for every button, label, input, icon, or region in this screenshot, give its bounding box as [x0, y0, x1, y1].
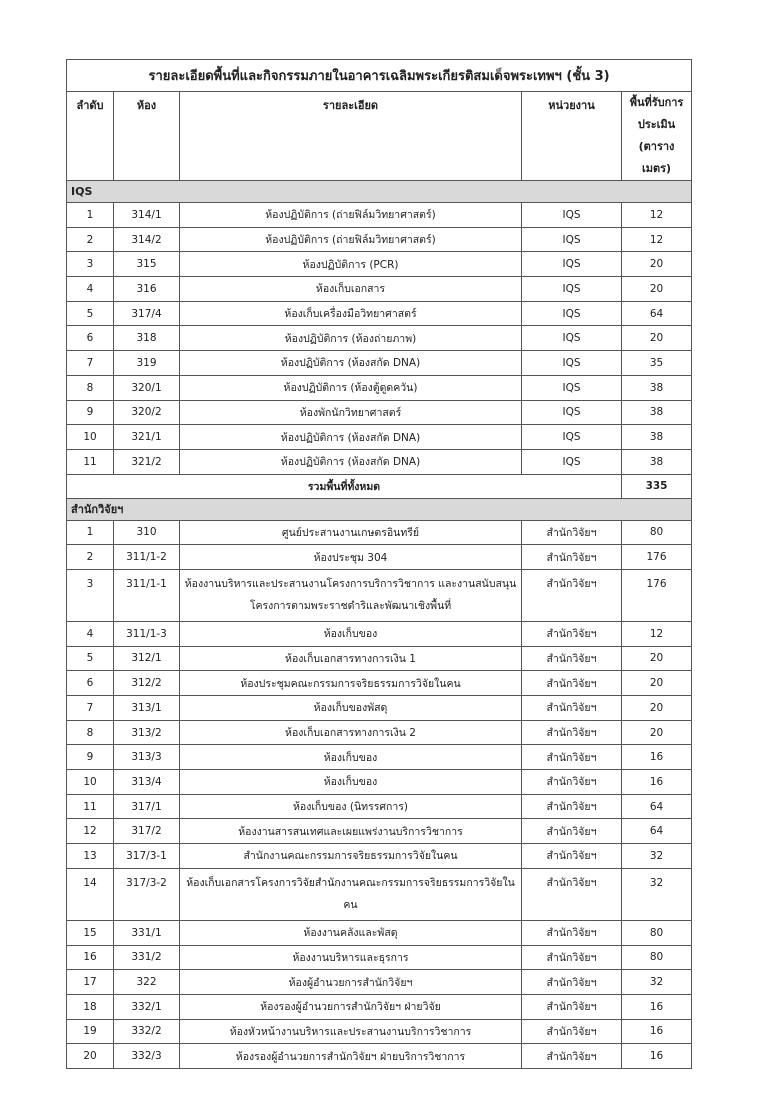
table-row	[67, 520, 692, 545]
cell-room: 316	[114, 277, 180, 302]
cell-detail: ห้องปฏิบัติการ (ห้องสกัด DNA)	[180, 449, 522, 474]
cell-unit: สำนักวิจัยฯ	[522, 794, 622, 819]
cell-no: 5	[67, 301, 114, 326]
cell-room: 315	[114, 252, 180, 277]
cell-room: 314/1	[114, 203, 180, 228]
cell-unit: สำนักวิจัยฯ	[522, 1044, 622, 1069]
cell-no: 20	[67, 1044, 114, 1069]
cell-unit: IQS	[522, 301, 622, 326]
cell-room: 317/4	[114, 301, 180, 326]
cell-area: 20	[622, 696, 692, 721]
cell-room: 332/2	[114, 1019, 180, 1044]
section-name: สำนักวิจัยฯ	[67, 498, 692, 520]
cell-detail: ห้องปฏิบัติการ (ถ่ายฟิล์มวิทยาศาสตร์)	[180, 227, 522, 252]
cell-detail: ศูนย์ประสานงานเกษตรอินทรีย์	[180, 520, 522, 545]
table-row	[67, 203, 692, 228]
cell-no: 6	[67, 671, 114, 696]
cell-detail: ห้องเก็บเอกสารทางการเงิน 1	[180, 646, 522, 671]
cell-no: 14	[67, 868, 114, 920]
table-row	[67, 745, 692, 770]
cell-room: 322	[114, 970, 180, 995]
cell-area: 32	[622, 844, 692, 869]
cell-no: 1	[67, 520, 114, 545]
cell-unit: IQS	[522, 449, 622, 474]
section-header-row	[67, 181, 692, 203]
cell-unit: สำนักวิจัยฯ	[522, 970, 622, 995]
section-header-row	[67, 498, 692, 520]
cell-unit: IQS	[522, 326, 622, 351]
table-row	[67, 425, 692, 450]
cell-room: 317/2	[114, 819, 180, 844]
header-row	[67, 92, 692, 181]
table-row	[67, 920, 692, 945]
table-row	[67, 844, 692, 869]
table-row	[67, 1019, 692, 1044]
cell-unit: สำนักวิจัยฯ	[522, 868, 622, 920]
cell-detail: ห้องเก็บของ	[180, 770, 522, 795]
table-row	[67, 277, 692, 302]
table-row	[67, 945, 692, 970]
table-row	[67, 720, 692, 745]
table-row	[67, 994, 692, 1019]
cell-unit: สำนักวิจัยฯ	[522, 844, 622, 869]
cell-room: 321/2	[114, 449, 180, 474]
cell-detail: ห้องเก็บของ	[180, 621, 522, 646]
cell-no: 1	[67, 203, 114, 228]
cell-area: 64	[622, 819, 692, 844]
cell-area: 12	[622, 227, 692, 252]
cell-no: 2	[67, 227, 114, 252]
table-row	[67, 671, 692, 696]
cell-detail: ห้องปฏิบัติการ (ถ่ายฟิล์มวิทยาศาสตร์)	[180, 203, 522, 228]
cell-area: 32	[622, 868, 692, 920]
area-table	[66, 59, 692, 1069]
table-row	[67, 351, 692, 376]
cell-room: 313/1	[114, 696, 180, 721]
cell-no: 8	[67, 720, 114, 745]
cell-room: 317/3-1	[114, 844, 180, 869]
cell-area: 38	[622, 400, 692, 425]
total-row	[67, 474, 692, 498]
cell-area: 20	[622, 252, 692, 277]
table-row	[67, 696, 692, 721]
cell-room: 313/2	[114, 720, 180, 745]
cell-no: 16	[67, 945, 114, 970]
cell-unit: IQS	[522, 351, 622, 376]
cell-area: 12	[622, 621, 692, 646]
table-row	[67, 1044, 692, 1069]
cell-unit: IQS	[522, 425, 622, 450]
header-no: ลำดับ	[67, 92, 114, 181]
cell-detail: ห้องปฏิบัติการ (ห้องสกัด DNA)	[180, 425, 522, 450]
cell-area: 20	[622, 671, 692, 696]
cell-no: 12	[67, 819, 114, 844]
table-row	[67, 569, 692, 621]
cell-unit: IQS	[522, 227, 622, 252]
cell-no: 15	[67, 920, 114, 945]
cell-no: 11	[67, 794, 114, 819]
cell-detail: ห้องงานบริหารและธุรการ	[180, 945, 522, 970]
cell-area: 20	[622, 646, 692, 671]
cell-room: 332/3	[114, 1044, 180, 1069]
cell-detail: ห้องเก็บเครื่องมือวิทยาศาสตร์	[180, 301, 522, 326]
cell-no: 10	[67, 770, 114, 795]
cell-detail: ห้องปฏิบัติการ (ห้องถ่ายภาพ)	[180, 326, 522, 351]
cell-area: 32	[622, 970, 692, 995]
table-row	[67, 301, 692, 326]
cell-unit: สำนักวิจัยฯ	[522, 696, 622, 721]
total-value: 335	[622, 474, 692, 498]
cell-area: 80	[622, 920, 692, 945]
table-title: รายละเอียดพื้นที่และกิจกรรมภายในอาคารเฉลิมพระเกียรติสมเด็จพระเทพฯ (ชั้น 3)	[67, 60, 692, 92]
header-detail: รายละเอียด	[180, 92, 522, 181]
cell-no: 18	[67, 994, 114, 1019]
cell-room: 320/1	[114, 375, 180, 400]
table-row	[67, 545, 692, 570]
section-name: IQS	[67, 181, 692, 203]
header-area	[622, 92, 692, 181]
table-row	[67, 819, 692, 844]
cell-no: 11	[67, 449, 114, 474]
cell-no: 7	[67, 696, 114, 721]
cell-room: 312/2	[114, 671, 180, 696]
cell-room: 310	[114, 520, 180, 545]
cell-area: 38	[622, 449, 692, 474]
cell-room: 313/4	[114, 770, 180, 795]
cell-unit: สำนักวิจัยฯ	[522, 520, 622, 545]
cell-unit: สำนักวิจัยฯ	[522, 1019, 622, 1044]
cell-no: 10	[67, 425, 114, 450]
cell-area: 12	[622, 203, 692, 228]
table-row	[67, 621, 692, 646]
cell-no: 8	[67, 375, 114, 400]
cell-detail: ห้องประชุม 304	[180, 545, 522, 570]
cell-area: 20	[622, 326, 692, 351]
cell-area: 38	[622, 425, 692, 450]
cell-detail: ห้องรองผู้อำนวยการสำนักวิจัยฯ ฝ่ายบริการวิชาการ	[180, 1044, 522, 1069]
cell-no: 17	[67, 970, 114, 995]
cell-room: 317/1	[114, 794, 180, 819]
cell-detail: ห้องรองผู้อำนวยการสำนักวิจัยฯ ฝ่ายวิจัย	[180, 994, 522, 1019]
table-row	[67, 252, 692, 277]
table-row	[67, 770, 692, 795]
table-row	[67, 227, 692, 252]
cell-room: 321/1	[114, 425, 180, 450]
cell-room: 314/2	[114, 227, 180, 252]
cell-detail: ห้องงานคลังและพัสดุ	[180, 920, 522, 945]
cell-area: 80	[622, 945, 692, 970]
cell-detail: ห้องปฏิบัติการ (ห้องตู้ดูดควัน)	[180, 375, 522, 400]
cell-no: 9	[67, 400, 114, 425]
cell-unit: สำนักวิจัยฯ	[522, 569, 622, 621]
cell-no: 5	[67, 646, 114, 671]
cell-no: 2	[67, 545, 114, 570]
cell-detail: ห้องพักนักวิทยาศาสตร์	[180, 400, 522, 425]
cell-detail: ห้องเก็บของ	[180, 745, 522, 770]
cell-detail: ห้องเก็บของพัสดุ	[180, 696, 522, 721]
cell-unit: สำนักวิจัยฯ	[522, 671, 622, 696]
cell-unit: สำนักวิจัยฯ	[522, 994, 622, 1019]
document-sheet	[66, 59, 691, 1069]
header-unit: หน่วยงาน	[522, 92, 622, 181]
cell-room: 311/1-1	[114, 569, 180, 621]
cell-room: 317/3-2	[114, 868, 180, 920]
table-row	[67, 449, 692, 474]
cell-unit: สำนักวิจัยฯ	[522, 720, 622, 745]
cell-room: 319	[114, 351, 180, 376]
cell-unit: IQS	[522, 252, 622, 277]
cell-detail: ห้องปฏิบัติการ (PCR)	[180, 252, 522, 277]
cell-area: 20	[622, 720, 692, 745]
cell-no: 7	[67, 351, 114, 376]
cell-area: 80	[622, 520, 692, 545]
cell-room: 320/2	[114, 400, 180, 425]
cell-room: 311/1-3	[114, 621, 180, 646]
cell-detail: ห้องงานบริหารและประสานงานโครงการบริการวิชาการ และงานสนับสนุนโครงการตามพระราชดำริและพัฒนาเชิงพื้นที่	[180, 569, 522, 621]
header-area-line1: พื้นที่รับการประเมิน	[629, 96, 684, 131]
table-body	[67, 181, 692, 1069]
cell-unit: สำนักวิจัยฯ	[522, 745, 622, 770]
cell-area: 176	[622, 545, 692, 570]
cell-unit: IQS	[522, 203, 622, 228]
cell-room: 311/1-2	[114, 545, 180, 570]
cell-room: 318	[114, 326, 180, 351]
table-row	[67, 646, 692, 671]
cell-unit: สำนักวิจัยฯ	[522, 770, 622, 795]
cell-detail: ห้องเก็บเอกสารทางการเงิน 2	[180, 720, 522, 745]
table-row	[67, 868, 692, 920]
cell-detail: ห้องเก็บเอกสาร	[180, 277, 522, 302]
cell-unit: สำนักวิจัยฯ	[522, 920, 622, 945]
cell-area: 35	[622, 351, 692, 376]
cell-detail: ห้องงานสารสนเทศและเผยแพร่งานบริการวิชาการ	[180, 819, 522, 844]
cell-unit: IQS	[522, 400, 622, 425]
cell-detail: ห้องประชุมคณะกรรมการจริยธรรมการวิจัยในคน	[180, 671, 522, 696]
cell-no: 4	[67, 277, 114, 302]
cell-area: 16	[622, 1019, 692, 1044]
cell-detail: สำนักงานคณะกรรมการจริยธรรมการวิจัยในคน	[180, 844, 522, 869]
table-row	[67, 400, 692, 425]
cell-no: 19	[67, 1019, 114, 1044]
cell-area: 38	[622, 375, 692, 400]
cell-room: 331/1	[114, 920, 180, 945]
cell-unit: สำนักวิจัยฯ	[522, 545, 622, 570]
cell-area: 16	[622, 745, 692, 770]
cell-unit: สำนักวิจัยฯ	[522, 945, 622, 970]
cell-area: 176	[622, 569, 692, 621]
cell-no: 9	[67, 745, 114, 770]
cell-unit: IQS	[522, 277, 622, 302]
cell-no: 3	[67, 569, 114, 621]
cell-area: 64	[622, 301, 692, 326]
cell-no: 13	[67, 844, 114, 869]
total-label: รวมพื้นที่ทั้งหมด	[67, 474, 622, 498]
cell-area: 16	[622, 770, 692, 795]
cell-unit: IQS	[522, 375, 622, 400]
cell-area: 20	[622, 277, 692, 302]
cell-detail: ห้องผู้อำนวยการสำนักวิจัยฯ	[180, 970, 522, 995]
cell-area: 16	[622, 1044, 692, 1069]
table-row	[67, 794, 692, 819]
cell-detail: ห้องหัวหน้างานบริหารและประสานงานบริการวิชาการ	[180, 1019, 522, 1044]
cell-unit: สำนักวิจัยฯ	[522, 646, 622, 671]
table-row	[67, 970, 692, 995]
cell-detail: ห้องเก็บเอกสารโครงการวิจัยสำนักงานคณะกรรมการจริยธรรมการวิจัยในคน	[180, 868, 522, 920]
cell-room: 312/1	[114, 646, 180, 671]
cell-area: 64	[622, 794, 692, 819]
cell-no: 3	[67, 252, 114, 277]
header-room: ห้อง	[114, 92, 180, 181]
cell-no: 6	[67, 326, 114, 351]
cell-unit: สำนักวิจัยฯ	[522, 819, 622, 844]
cell-area: 16	[622, 994, 692, 1019]
cell-detail: ห้องปฏิบัติการ (ห้องสกัด DNA)	[180, 351, 522, 376]
cell-unit: สำนักวิจัยฯ	[522, 621, 622, 646]
cell-no: 4	[67, 621, 114, 646]
cell-room: 331/2	[114, 945, 180, 970]
table-row	[67, 326, 692, 351]
header-area-line2: (ตารางเมตร)	[638, 140, 675, 175]
table-row	[67, 375, 692, 400]
cell-room: 332/1	[114, 994, 180, 1019]
cell-room: 313/3	[114, 745, 180, 770]
cell-detail: ห้องเก็บของ (นิทรรศการ)	[180, 794, 522, 819]
